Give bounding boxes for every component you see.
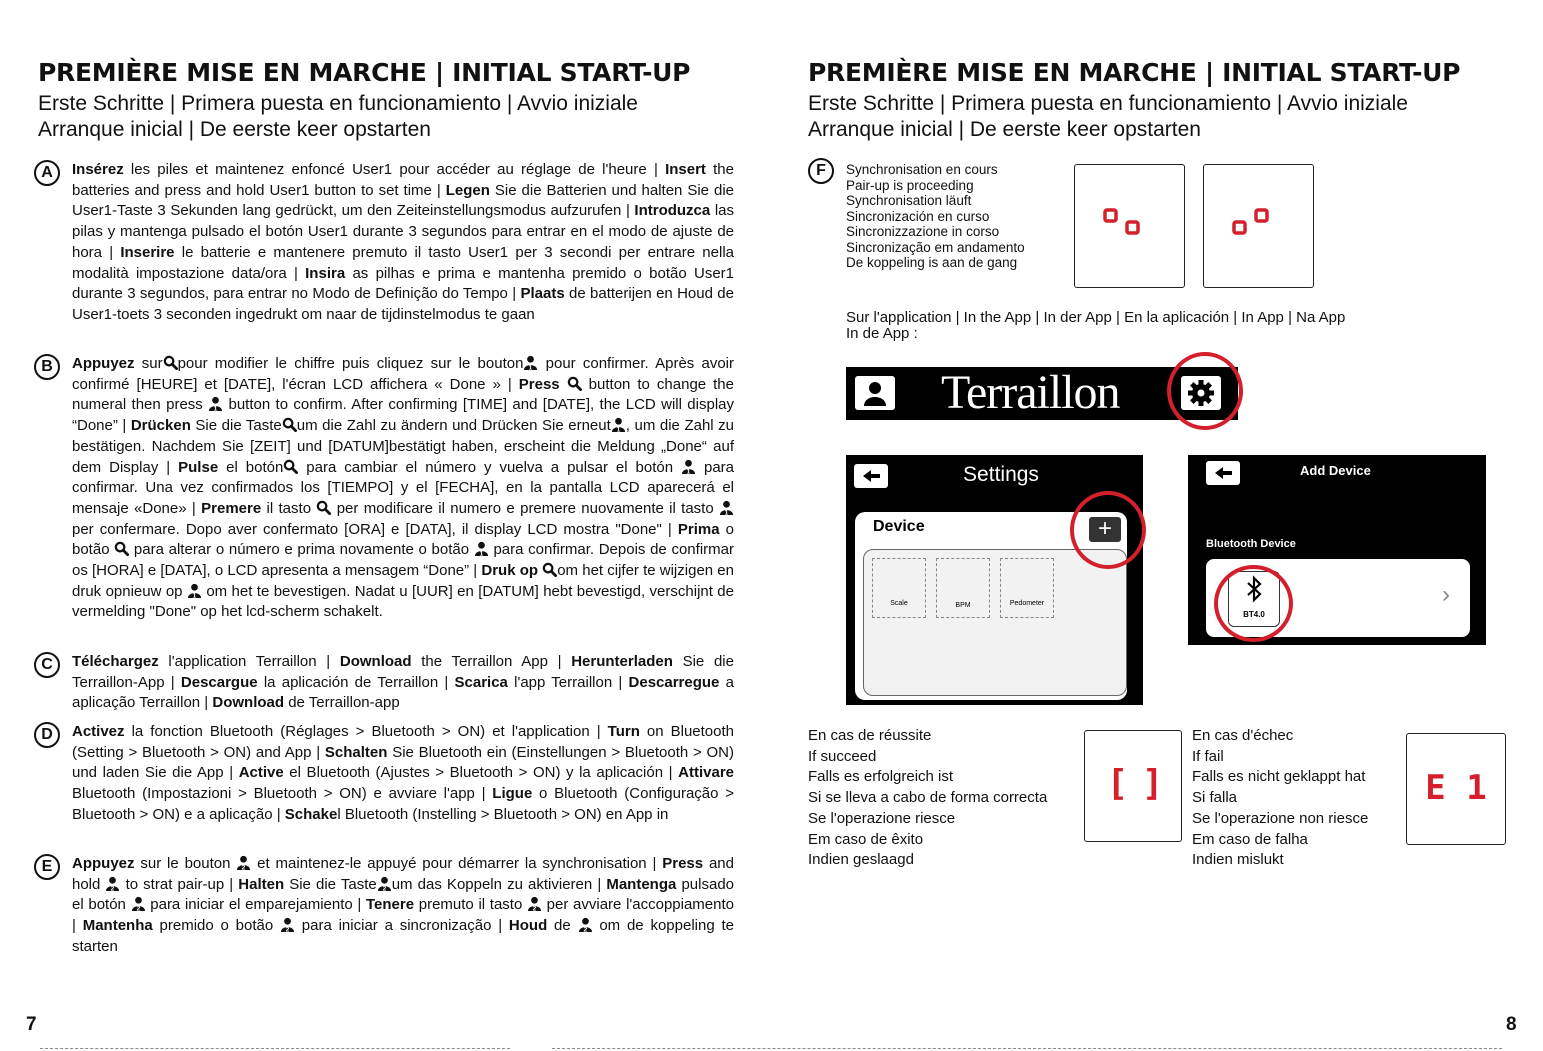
bluetooth-section-label: Bluetooth Device	[1206, 538, 1296, 550]
user1-icon	[523, 355, 538, 370]
lcd-display-sync-2	[1203, 164, 1314, 288]
footer-divider	[40, 1048, 510, 1049]
app-brand-title: Terraillon	[941, 366, 1120, 419]
sync-line: De koppeling is aan de gang	[846, 255, 1018, 270]
lcd-display-sync-1	[1074, 164, 1185, 288]
device-tile-scale[interactable]: Scale	[872, 558, 926, 618]
sync-line: Sincronizzazione in corso	[846, 224, 1000, 239]
fail-text-list	[1192, 726, 1368, 871]
bt-version-label: BT4.0	[1243, 610, 1265, 619]
right-page	[808, 0, 1508, 1051]
settings-title: Settings	[963, 463, 1039, 486]
user1-icon	[208, 396, 223, 411]
section-letter: B	[34, 354, 60, 380]
add-device-title: Add Device	[1300, 463, 1371, 478]
section-c-text: Téléchargez l'application Terraillon | Download the Terraillon App | Herunterladen Sie die Terraillon-App | Descargue la aplicación de Terraillon | Scarica l'app Terraillon | Descarregue a aplicação Terraillon | Download de Terraillon-app	[72, 653, 734, 712]
fail-line: If fail	[1192, 747, 1224, 765]
success-line: Indien geslaagd	[808, 851, 914, 869]
section-e-text: Appuyez sur le bouton et maintenez-le appuyé pour démarrer la synchronisation | Press and hold to strat pair-up | Halten Sie die Taste um das Koppeln zu aktivieren | Mantenga pulsado el botón para iniciar el emparejamiento | Tenere premuto il tasto per avviare l'accoppiamento | Mantenha premido o botão para iniciar a sincronização | Houd de om de koppeling te starten	[72, 855, 735, 955]
user1-icon	[611, 417, 626, 432]
sync-line: Sincronización en curso	[846, 208, 990, 224]
success-line: Em caso de êxito	[808, 830, 924, 848]
user2-icon	[578, 917, 593, 932]
page-title: PREMIÈRE MISE EN MARCHE | INITIAL START-UP	[38, 58, 691, 87]
magnifier-icon	[114, 541, 129, 556]
user1-icon	[681, 459, 696, 474]
profile-button[interactable]	[855, 376, 895, 410]
sync-animation-icon	[1204, 165, 1313, 287]
device-tile-bpm[interactable]: BPM	[936, 558, 990, 618]
chevron-right-icon: ›	[1442, 581, 1450, 608]
sync-line: Sincronização em andamento	[846, 239, 1025, 255]
fail-display-value: E 1	[1425, 768, 1487, 808]
page-number-left: 7	[26, 1014, 37, 1035]
success-line: If succeed	[808, 747, 877, 765]
magnifier-icon	[542, 562, 557, 577]
section-letter: C	[34, 652, 60, 678]
section-letter: F	[808, 158, 834, 184]
magnifier-icon	[567, 376, 582, 391]
section-b-text: Appuyez sur pour modifier le chiffre puis cliquez sur le bouton pour confirmer. Après avoir confirmé [HEURE] et [DATE], l'écran LCD affichera « Done » | Press button to change the numeral then press button to confirm. After confirming [TIME] and [DATE], the LCD will display “Done” | Drücken Sie die Taste um die Zahl zu ändern und Drücken Sie erneut , um die Zahl zu bestätigen. Nachdem Sie [ZEIT] und [DATUM]bestätigt haben, erscheint die Meldung „Done“ auf dem Display | Pulse el botón para cambiar el número y vuelva a pulsar el botón para confirmar. Una vez confirmados los [TIEMPO] y el [FECHA], en la pantalla LCD aparecerá el mensaje «Done» | Premere il tasto per modificare il numero e premere nuovamente il tasto per confermare. Dopo aver confermato [ORA] e [DATA], il display LCD mostra "Done" | Prima o botão para alterar o número e prima novamente o botão para confirmar. Depois de confirmar os [HORA] e [DATA], o LCD apresenta a mensagem “Done” | Druk op om het cijfer te wijzigen en druk opnieuw op om het te bevestigen. Nadat u [UUR] en [DATUM] hebt bevestigd, verschijnt de vermelding "Done" op het lcd-scherm schakelt.	[72, 355, 735, 621]
lcd-display-fail	[1406, 733, 1506, 845]
fail-line: Falls es nicht geklappt hat	[1192, 768, 1366, 786]
page-subtitle-line1: Erste Schritte | Primera puesta en funcionamiento | Avvio iniziale	[808, 92, 1408, 115]
section-a-text: Insérez les piles et maintenez enfoncé User1 pour accéder au réglage de l'heure | Insert the batteries and press and hold User1 button to set time | Legen Sie die Batterien und halten Sie die User1-Taste 3 Sekunden lang gedrückt, um den Zeiteinstellungsmodus aufzurufen | Introduzca las pilas y mantenga pulsado el botón User1 durante 3 segundos para entrar en el modo de ajuste de hora | Inserire le batterie e mantenere premuto il tasto User1 per 3 secondi per entrare nella modalità impostazione data/ora | Insira as pilhas e prima e mantenha premido o botão User1 durante 3 segundos, para entrar no Modo de Definição do Tempo | Plaats de batterijen en Houd de User1-toets 3 seconden ingedrukt om naar de tijdinstelmodus te gaan	[72, 161, 735, 323]
section-letter: D	[34, 722, 60, 748]
device-tiles-container	[863, 549, 1127, 696]
left-page	[38, 0, 738, 1051]
back-button[interactable]	[1206, 461, 1240, 485]
success-line: Falls es erfolgreich ist	[808, 768, 954, 786]
fail-line: En cas d'échec	[1192, 727, 1294, 744]
success-display-value: [ ]	[1106, 763, 1160, 804]
fail-line: Em caso de falha	[1192, 830, 1308, 848]
user2-icon	[131, 896, 146, 911]
fail-line: Indien mislukt	[1192, 851, 1284, 869]
add-device-button[interactable]: +	[1089, 517, 1121, 542]
success-line: Se l'operazione riesce	[808, 809, 956, 827]
magnifier-icon	[316, 500, 331, 515]
highlight-circle	[1070, 491, 1146, 569]
magnifier-icon	[283, 459, 298, 474]
success-text-list	[808, 726, 1047, 871]
sync-line: Synchronisation en cours	[846, 162, 998, 177]
highlight-circle	[1167, 352, 1243, 430]
user1-icon	[474, 541, 489, 556]
device-label: Device	[873, 518, 925, 535]
user2-icon	[377, 876, 392, 891]
magnifier-icon	[282, 417, 297, 432]
user2-icon	[280, 917, 295, 932]
in-app-text: Sur l'application | In the App | In der App | En la aplicación | In App | Na App In de App :	[846, 309, 1346, 342]
section-letter: A	[34, 160, 60, 186]
fail-line: Si falla	[1192, 789, 1238, 807]
highlight-circle	[1214, 565, 1293, 642]
section-d-text: Activez la fonction Bluetooth (Réglages > Bluetooth > ON) et l'application | Turn on Bluetooth (Setting > Bluetooth > ON) and App | Schalten Sie Bluetooth ein (Einstellungen > Bluetooth > ON) und laden Sie die App | Active el Bluetooth (Ajustes > Bluetooth > ON) y la aplicación | Attivare Bluetooth (Impostazioni > Bluetooth > ON) e avviare l'app | Ligue o Bluetooth (Configuração > Bluetooth > ON) e a aplicação | Schakel Bluetooth (Instelling > Bluetooth > ON) en App in	[72, 723, 734, 823]
page-title: PREMIÈRE MISE EN MARCHE | INITIAL START-UP	[808, 58, 1461, 87]
user1-icon	[719, 500, 734, 515]
success-line: En cas de réussite	[808, 727, 932, 744]
page-number-right: 8	[1506, 1014, 1517, 1035]
magnifier-icon	[163, 355, 178, 370]
sync-animation-icon	[1075, 165, 1184, 287]
sync-line: Pair-up is proceeding	[846, 177, 974, 193]
section-letter: E	[34, 854, 60, 880]
lcd-display-success	[1084, 730, 1182, 842]
fail-line: Se l'operazione non riesce	[1192, 809, 1369, 827]
sync-text-list	[846, 162, 1025, 271]
user1-icon	[187, 583, 202, 598]
page-subtitle-line2: Arranque inicial | De eerste keer opstarten	[38, 118, 431, 141]
user2-icon	[527, 896, 542, 911]
page-subtitle-line2: Arranque inicial | De eerste keer opstarten	[808, 118, 1201, 141]
success-line: Si se lleva a cabo de forma correcta	[808, 789, 1048, 807]
sync-line: Synchronisation läuft	[846, 193, 972, 208]
arrow-left-icon	[1206, 461, 1240, 485]
user-icon	[855, 376, 895, 410]
user2-icon	[105, 876, 120, 891]
page-subtitle-line1: Erste Schritte | Primera puesta en funcionamiento | Avvio iniziale	[38, 92, 638, 115]
device-tile-pedometer[interactable]: Pedometer	[1000, 558, 1054, 618]
user2-icon	[236, 855, 251, 870]
